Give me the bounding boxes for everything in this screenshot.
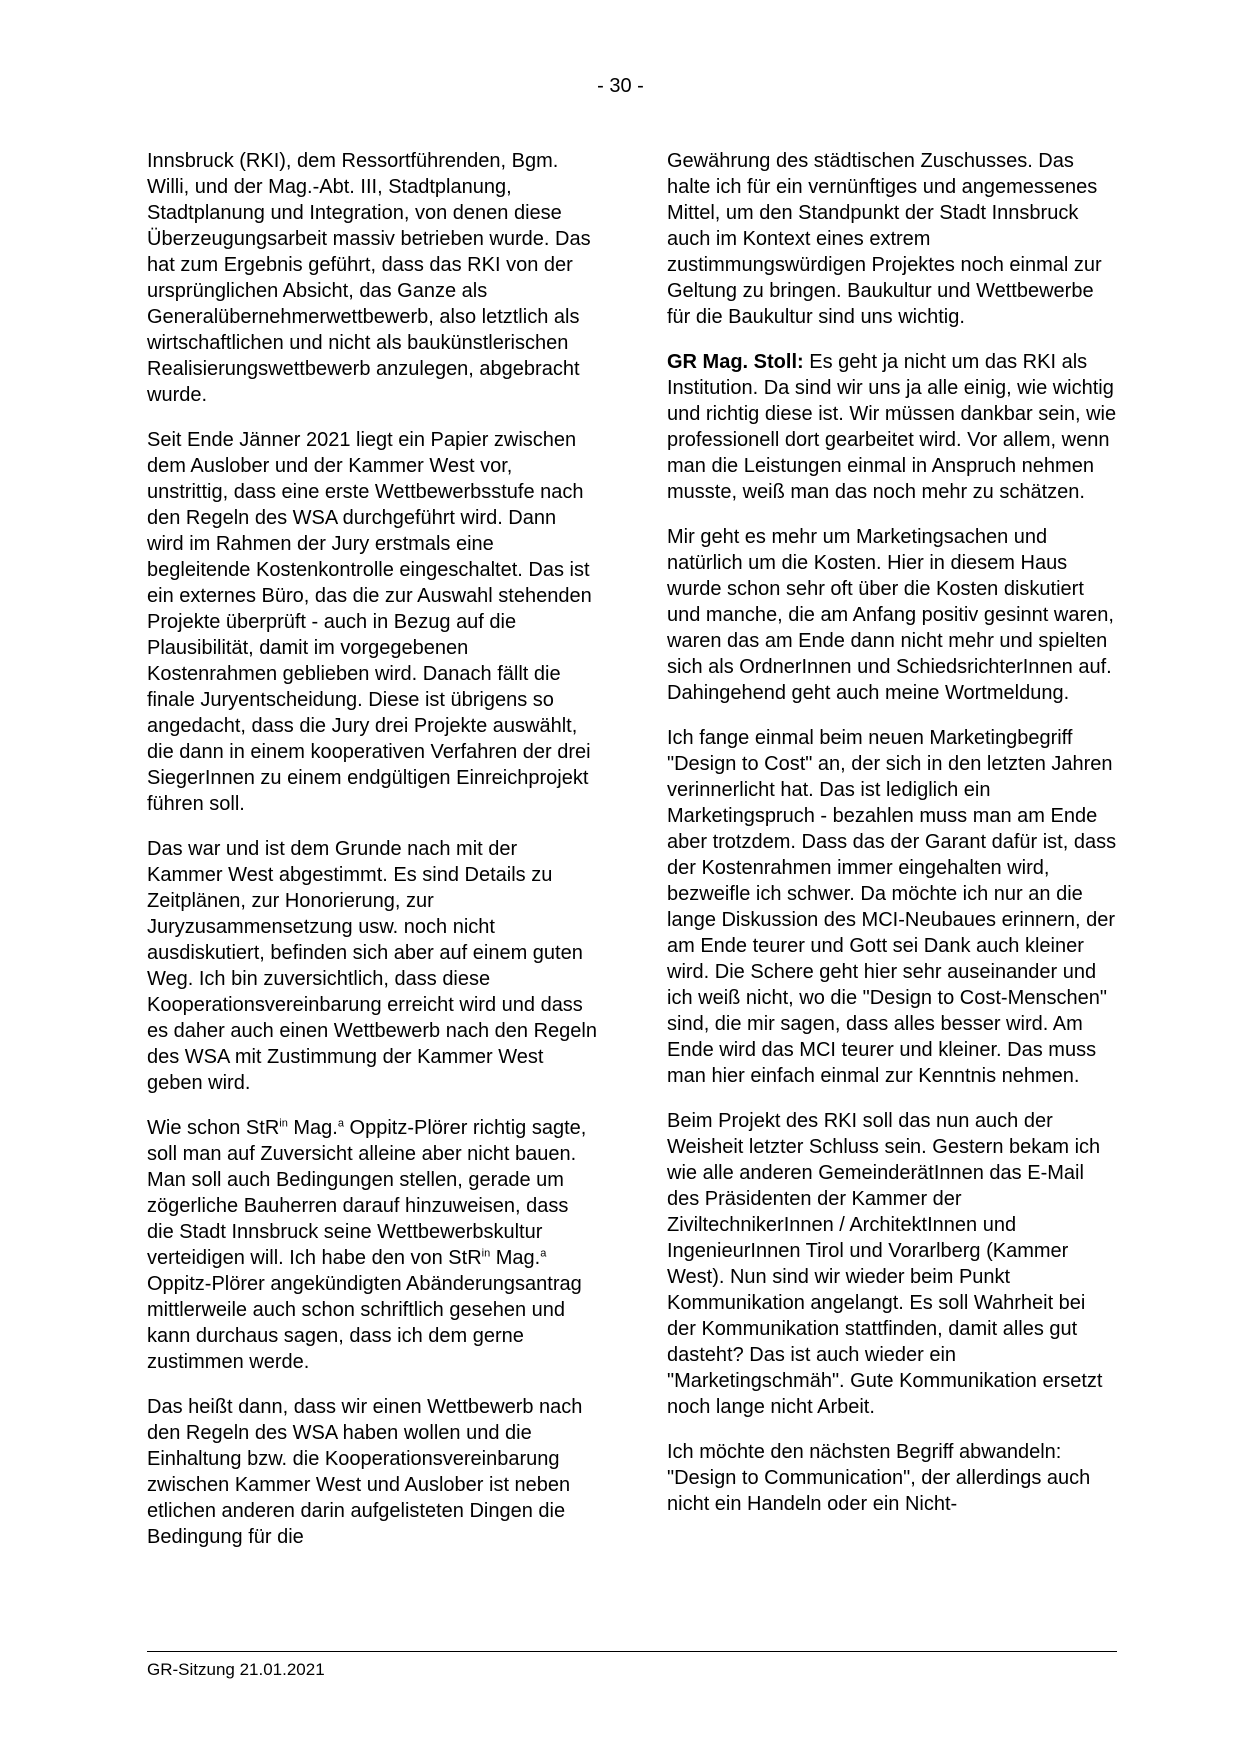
text-run: Oppitz-Plörer angekündigten Abänderungsantrag mittlerweile auch schon schriftlich gesehen und kann durchaus sagen, dass ich dem gerne zustimmen werde. xyxy=(147,1273,582,1373)
superscript: a xyxy=(337,1117,344,1130)
footer-session-date: GR-Sitzung 21.01.2021 xyxy=(147,1660,325,1679)
paragraph: Ich möchte den nächsten Begriff abwandeln: "Design to Communication", der allerdings auch nicht ein Handeln oder ein Nicht- xyxy=(667,1441,1091,1515)
paragraph: Gewährung des städtischen Zuschusses. Das halte ich für ein vernünftiges und angemessenes Mittel, um den Standpunkt der Stadt Innsbruck auch im Kontext eines extrem zustimmungswürdigen Projektes noch einmal zur Geltung zu bringen. Baukultur und Wettbewerbe für die Baukultur sind uns wichtig. xyxy=(667,150,1102,328)
left-column xyxy=(147,148,597,1569)
paragraph: Das war und ist dem Grunde nach mit der Kammer West abgestimmt. Es sind Details zu Zeitplänen, zur Honorierung, zur Juryzusammensetzung usw. noch nicht ausdiskutiert, befinden sich aber auf einem guten Weg. Ich bin zuversichtlich, dass diese Kooperationsvereinbarung erreicht wird und dass es daher auch einen Wettbewerb nach den Regeln des WSA mit Zustimmung der Kammer West geben wird. xyxy=(147,838,597,1094)
paragraph: Beim Projekt des RKI soll das nun auch der Weisheit letzter Schluss sein. Gestern bekam ich wie alle anderen GemeinderätInnen das E-Mail des Präsidenten der Kammer der ZiviltechnikerInnen / ArchitektInnen und IngenieurInnen Tirol und Vorarlberg (Kammer West). Nun sind wir wieder beim Punkt Kommunikation angelangt. Es soll Wahrheit bei der Kommunikation stattfinden, damit alles gut dasteht? Das ist auch wieder ein "Marketingschmäh". Gute Kommunikation ersetzt noch lange nicht Arbeit. xyxy=(667,1110,1103,1418)
footer-divider xyxy=(147,1651,1117,1652)
paragraph xyxy=(147,1115,597,1375)
text-run: Wie schon StR xyxy=(147,1117,280,1139)
right-column xyxy=(667,148,1117,1536)
paragraph: Innsbruck (RKI), dem Ressortführenden, Bgm. Willi, und der Mag.-Abt. III, Stadtplanung, Stadtplanung und Integration, von denen diese Überzeugungsarbeit massiv betrieben wurde. Das hat zum Ergebnis geführt, dass das RKI von der ursprünglichen Absicht, das Ganze als Generalübernehmerwettbewerb, also letztlich als wirtschaftlichen und nicht als baukünstlerischen Realisierungswettbewerb anzulegen, abgebracht wurde. xyxy=(147,150,591,406)
paragraph: Seit Ende Jänner 2021 liegt ein Papier zwischen dem Auslober und der Kammer West vor, unstrittig, dass eine erste Wettbewerbsstufe nach den Regeln des WSA durchgeführt wird. Dann wird im Rahmen der Jury erstmals eine begleitende Kostenkontrolle eingeschaltet. Das ist ein externes Büro, das die zur Auswahl stehenden Projekte überprüft - auch in Bezug auf die Plausibilität, damit im vorgegebenen Kostenrahmen geblieben wird. Danach fällt die finale Juryentscheidung. Diese ist übrigens so angedacht, dass die Jury drei Projekte auswählt, die dann in einem kooperativen Verfahren der drei SiegerInnen zu einem endgültigen Einreichprojekt führen soll. xyxy=(147,429,592,815)
text-run: Mag. xyxy=(490,1247,541,1269)
superscript: in xyxy=(279,1117,288,1130)
text-run: Oppitz-Plörer richtig sagte, soll man auf Zuversicht alleine aber nicht bauen. Man soll auch Bedingungen stellen, gerade um zögerliche Bauherren darauf hinzuweisen, dass die Stadt Innsbruck seine Wettbewerbskultur verteidigen will. Ich habe den von StR xyxy=(147,1117,587,1269)
paragraph: Ich fange einmal beim neuen Marketingbegriff "Design to Cost" an, der sich in den letzten Jahren verinnerlicht hat. Das ist lediglich ein Marketingspruch - bezahlen muss man am Ende aber trotzdem. Dass das der Garant dafür ist, dass der Kostenrahmen immer eingehalten wird, bezweifle ich schwer. Da möchte ich nur an die lange Diskussion des MCI-Neubaues erinnern, der am Ende teurer und Gott sei Dank auch kleiner wird. Die Schere geht hier sehr auseinander und ich weiß nicht, wo die "Design to Cost-Menschen" sind, die mir sagen, dass alles besser wird. Am Ende wird das MCI teurer und kleiner. Das muss man hier einfach einmal zur Kenntnis nehmen. xyxy=(667,727,1117,1087)
superscript: a xyxy=(540,1247,547,1260)
speaker-name: GR Mag. Stoll: xyxy=(667,351,804,373)
paragraph xyxy=(667,349,1117,505)
paragraph: Das heißt dann, dass wir einen Wettbewerb nach den Regeln des WSA haben wollen und die Einhaltung bzw. die Kooperationsvereinbarung zwischen Kammer West und Auslober ist neben etlichen anderen darin aufgelisteten Dingen die Bedingung für die xyxy=(147,1396,583,1548)
page-number: - 30 - xyxy=(597,75,644,97)
paragraph: Mir geht es mehr um Marketingsachen und natürlich um die Kosten. Hier in diesem Haus wurde schon sehr oft über die Kosten diskutiert und manche, die am Anfang positiv gesinnt waren, waren das am Ende dann nicht mehr und spielten sich als OrdnerInnen und SchiedsrichterInnen auf. Dahingehend geht auch meine Wortmeldung. xyxy=(667,526,1114,704)
superscript: in xyxy=(481,1247,491,1260)
text-run: Mag. xyxy=(287,1117,338,1139)
text-run: Es geht ja nicht um das RKI als Institution. Da sind wir uns ja alle einig, wie wichtig und richtig diese ist. Wir müssen dankbar sein, wie professionell dort gearbeitet wird. Vor allem, wenn man die Leistungen einmal in Anspruch nehmen musste, weiß man das noch mehr zu schätzen. xyxy=(667,351,1117,503)
